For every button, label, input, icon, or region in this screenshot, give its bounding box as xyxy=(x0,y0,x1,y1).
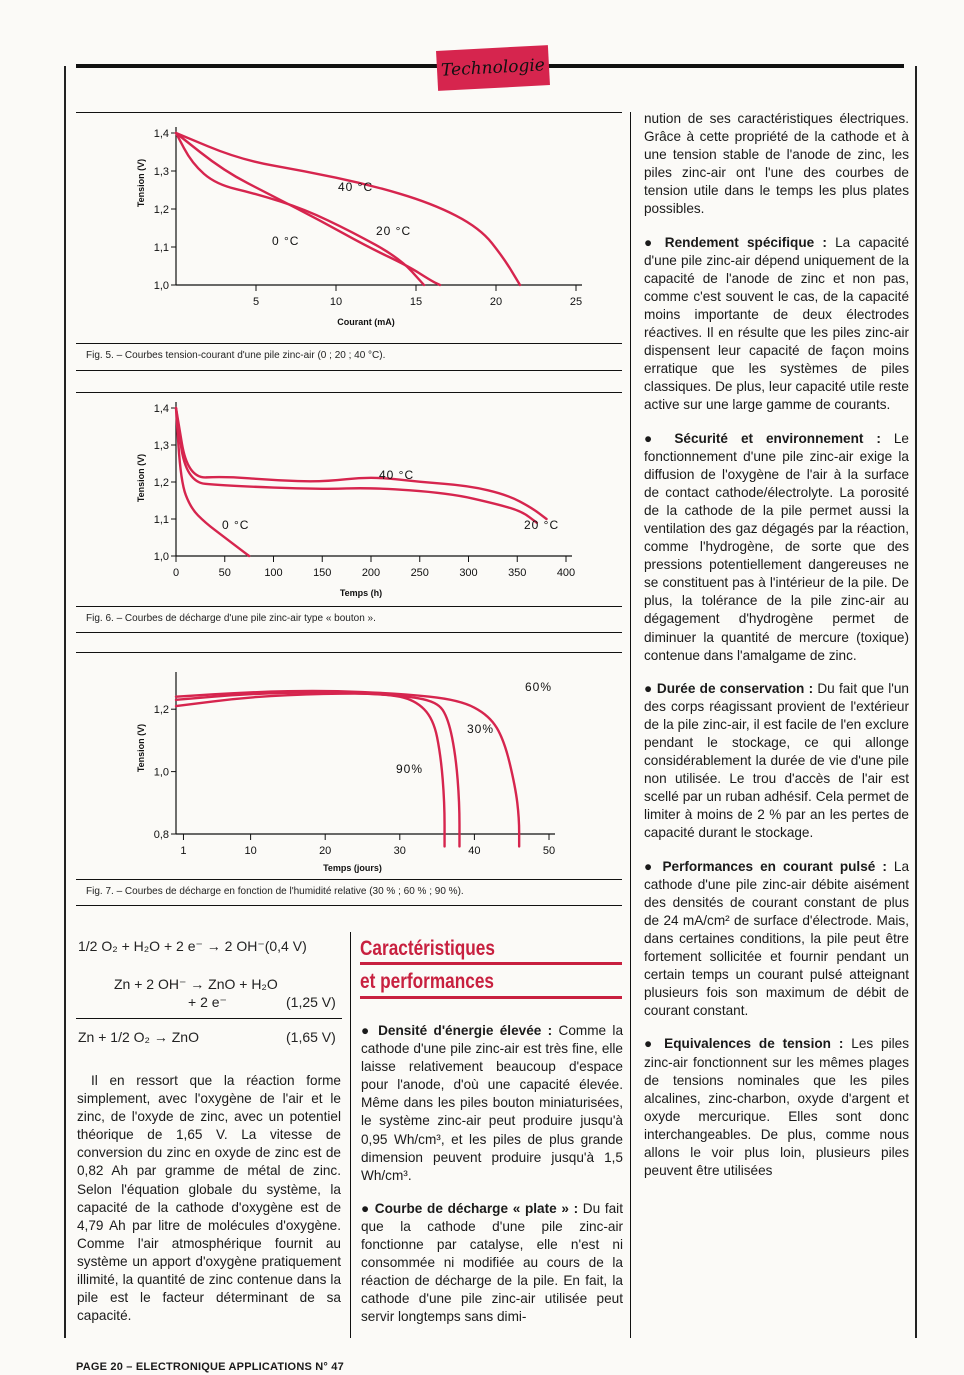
x-axis-label: Courant (mA) xyxy=(337,317,395,327)
x-tick-label: 10 xyxy=(329,296,343,308)
series-label: 0 °C xyxy=(222,518,250,532)
y-tick-label: 1,4 xyxy=(153,403,169,415)
y-tick-label: 0,8 xyxy=(153,829,169,841)
paragraph-lead: ● Durée de conservation : xyxy=(644,680,814,696)
paragraph-body: Comme la cathode d'une pile zinc-air est très fine, elle laisse relativement beaucoup d'espace pour l'anode, d'où une capacité élevée. Même dans les piles bouton miniaturisées, le système zinc-air peut produire jusqu'à 0,95 Wh/cm³, et les piles de plus grande dimension peuvent produire jusqu'à 1,5 Wh/cm³. xyxy=(361,1023,624,1183)
column-right-text xyxy=(644,110,909,1195)
x-tick-label: 40 xyxy=(468,845,481,857)
equation-anode-electrons: + 2 e⁻ xyxy=(188,994,227,1010)
paragraph-body: La capacité d'une pile zinc-air dépend uniquement de la capacité de l'anode de zinc et non pas, comme c'est souvent le cas, de la capacité moins importante de deux électrodes réactives. Il en résulte que les piles zinc-air dispensent leur capacité de façon moins erratique que les systèmes de piles classiques. De plus, leur capacité utile reste active sur une large gamme de courants. xyxy=(644,234,909,413)
paragraph-lead: ● Densité d'énergie élevée : xyxy=(361,1023,553,1038)
column-left-text xyxy=(77,1072,341,1325)
col-mid-paragraph xyxy=(361,1200,623,1327)
x-tick-label: 10 xyxy=(244,845,257,857)
column-middle-text xyxy=(361,1022,623,1342)
series-line xyxy=(176,133,520,285)
col-mid-paragraph xyxy=(361,1022,623,1185)
y-tick-label: 1,3 xyxy=(153,440,169,452)
y-tick-label: 1,0 xyxy=(153,280,169,292)
x-tick-label: 100 xyxy=(264,567,283,579)
x-tick-label: 250 xyxy=(410,567,429,579)
equation-anode: Zn + 2 OH⁻ → ZnO + H₂O xyxy=(114,976,278,992)
x-tick-label: 25 xyxy=(569,296,583,308)
y-tick-label: 1,1 xyxy=(153,514,169,526)
paragraph-body: Le fonctionnement d'une pile zinc-air exige la diffusion de l'oxygène de l'air à la surface de contact cathode/électrolyte. La porosité de la cathode de la pile permet aussi la ventilation des gaz dégagés par la réaction, comme l'hydrogène, de sorte que des pressions potentiellement dangereuses ne se constituent pas à l'intérieur de la pile. De plus, la tolérance de la pile zinc-air au dégagement d'hydrogène permet de diminuer la quantité de mercure (toxique) contenue dans l'amalgame de zinc. xyxy=(644,430,909,663)
series-label: 60% xyxy=(525,680,553,694)
col-right-paragraph xyxy=(644,858,909,1021)
x-axis-label: Temps (jours) xyxy=(323,863,382,873)
series-line xyxy=(176,408,249,556)
x-tick-label: 350 xyxy=(508,567,527,579)
y-tick-label: 1,2 xyxy=(153,204,169,216)
paragraph-body: La cathode d'une pile zinc-air débite aisément des densités de courant constant de plus de 24 mA/cm² de surface d'électrode. Mais, dans certaines conditions, la pile peut être fortement sollicitée et fournir pendant un certain temps un courant pulsé atteignant plusieurs fois son maximum de débit de courant constant. xyxy=(644,858,909,1019)
col-right-paragraph xyxy=(644,110,909,219)
series-label: 40 °C xyxy=(338,180,374,194)
col-right-paragraph xyxy=(644,680,909,843)
x-tick-label: 0 xyxy=(172,567,180,579)
page-footer: PAGE 20 – ELECTRONIQUE APPLICATIONS N° 47 xyxy=(76,1361,344,1373)
series-label: 30% xyxy=(467,722,495,736)
section-heading-line2: et performances xyxy=(360,970,494,993)
y-tick-label: 1,1 xyxy=(153,242,169,254)
fig6-caption: Fig. 6. – Courbes de décharge d'une pile zinc-air type « bouton ». xyxy=(86,613,376,624)
x-tick-label: 20 xyxy=(489,296,503,308)
series-label: 0 °C xyxy=(272,234,300,248)
series-label: 90% xyxy=(396,762,424,776)
x-tick-label: 150 xyxy=(313,567,332,579)
fig5-mid-rule xyxy=(76,343,622,344)
paragraph-body: Du fait que la cathode d'une pile zinc-air fonctionne par catalyse, elle n'est ni consommée ni modifiée au cours de la réaction de décharge de la pile. En fait, la cathode d'une pile zinc-air utilisée peut servir longtemps sans dimi- xyxy=(361,1200,623,1325)
fig7-mid-rule xyxy=(76,879,622,880)
section-tag xyxy=(436,45,550,91)
y-tick-label: 1,3 xyxy=(153,166,169,178)
section-heading xyxy=(360,932,576,998)
y-tick-label: 1,4 xyxy=(153,128,169,140)
fig5-caption: Fig. 5. – Courbes tension-courant d'une pile zinc-air (0 ; 20 ; 40 °C). xyxy=(86,350,386,361)
series-label: 20 °C xyxy=(376,224,412,238)
paragraph-body: Du fait que l'un des corps réagissant provient de l'extérieur de la pile zinc-air, il est facile de l'en exclure pendant le stockage, ce qui allonge considérablement la durée de vie d'une pile non utilisée. Le trou d'accès de l'air est scellé par un ruban adhésif. Cela permet de limiter à moins de 2 % par an les pertes de capacité durant le stockage. xyxy=(644,680,909,841)
section-tag-label: Technologie xyxy=(440,55,546,81)
x-tick-label: 30 xyxy=(393,845,406,857)
series-line xyxy=(176,133,440,285)
series-line xyxy=(176,408,537,523)
paragraph-lead: ● Equivalences de tension : xyxy=(644,1036,844,1052)
fig5-chart xyxy=(76,113,622,343)
series-label: 40 °C xyxy=(379,468,415,482)
x-tick-label: 5 xyxy=(252,296,260,308)
x-tick-label: 200 xyxy=(361,567,381,579)
equation-sum-rule xyxy=(76,1018,342,1019)
x-tick-label: 15 xyxy=(409,296,423,308)
fig7-chart xyxy=(76,653,622,879)
y-tick-label: 1,0 xyxy=(153,551,169,563)
y-axis-label: Tension (V) xyxy=(136,453,146,503)
series-line xyxy=(176,691,519,846)
heading-rule-2 xyxy=(360,996,622,999)
y-axis-label: Tension (V) xyxy=(136,723,146,773)
column-left-paragraph: Il en ressort que la réaction forme simplement, avec l'oxygène de l'air et le zinc, de l'oxyde de zinc, avec un potentiel théorique de 1,65 V. La vitesse de conversion du zinc en oxyde de zinc est de 0,82 Ah par gramme de métal de zinc. Selon l'équation globale du système, la capacité de la cathode d'oxygène est de 4,79 Ah par litre de molécules d'oxygène. Comme l'air atmosphérique fournit au système un apport d'oxygène pratiquement illimité, la quantité de zinc contenue dans la pile est le facteur déterminant de sa capacité. xyxy=(77,1073,341,1324)
paragraph-body: Les piles zinc-air fonctionnent sur les mêmes plages de tensions nominales que les piles alcalines, zinc-charbon, oxyde d'argent et oxyde mercurique. Elles sont donc interchangeables. De plus, comme nous allons le voir plus loin, plusieurs piles peuvent être utilisées xyxy=(644,1036,909,1179)
column-divider-mid xyxy=(350,932,351,1338)
x-tick-label: 20 xyxy=(319,845,332,857)
col-right-paragraph xyxy=(644,430,909,665)
equation-global-voltage: (1,65 V) xyxy=(286,1029,336,1045)
fig6-chart xyxy=(76,393,622,606)
section-heading-line1: Caractéristiques xyxy=(360,937,495,960)
y-tick-label: 1,2 xyxy=(153,477,169,489)
fig6-bottom-rule xyxy=(76,632,622,633)
fig6-mid-rule xyxy=(76,606,622,607)
column-divider-right xyxy=(630,112,631,1338)
col-right-paragraph xyxy=(644,1035,909,1180)
x-tick-label: 50 xyxy=(218,567,231,579)
fig7-bottom-rule xyxy=(76,905,622,906)
y-tick-label: 1,0 xyxy=(153,766,169,779)
equation-anode-voltage: (1,25 V) xyxy=(286,994,336,1010)
equation-cathode: 1/2 O₂ + H₂O + 2 e⁻ → 2 OH⁻(0,4 V) xyxy=(78,938,307,954)
x-tick-label: 300 xyxy=(459,567,478,579)
fig7-caption: Fig. 7. – Courbes de décharge en fonction de l'humidité relative (30 % ; 60 % ; 90 %). xyxy=(86,886,464,897)
paragraph-lead: ● Performances en courant pulsé : xyxy=(644,858,887,874)
y-tick-label: 1,2 xyxy=(153,704,169,717)
x-axis-label: Temps (h) xyxy=(339,588,383,598)
y-axis-label: Tension (V) xyxy=(136,158,146,208)
paragraph-lead: ● Sécurité et environnement : xyxy=(644,430,881,446)
col-right-paragraph xyxy=(644,234,909,415)
right-margin-rule xyxy=(915,66,917,1338)
fig5-bottom-rule xyxy=(76,370,622,371)
equation-global: Zn + 1/2 O₂ → ZnO xyxy=(78,1029,199,1045)
x-tick-label: 400 xyxy=(556,567,576,579)
paragraph-body: nution de ses caractéristiques électriques. Grâce à cette propriété de la cathode et à une tension stable de l'anode de zinc, les piles zinc-air ont l'une des courbes de tension utile dans le temps les plus plates possibles. xyxy=(644,111,909,217)
left-margin-rule xyxy=(64,66,66,1338)
paragraph-lead: ● Rendement spécifique : xyxy=(644,234,827,250)
paragraph-lead: ● Courbe de décharge « plate » : xyxy=(361,1200,579,1216)
heading-rule-1 xyxy=(360,962,622,965)
series-label: 20 °C xyxy=(524,518,560,532)
x-tick-label: 50 xyxy=(542,845,556,857)
x-tick-label: 1 xyxy=(180,845,187,857)
